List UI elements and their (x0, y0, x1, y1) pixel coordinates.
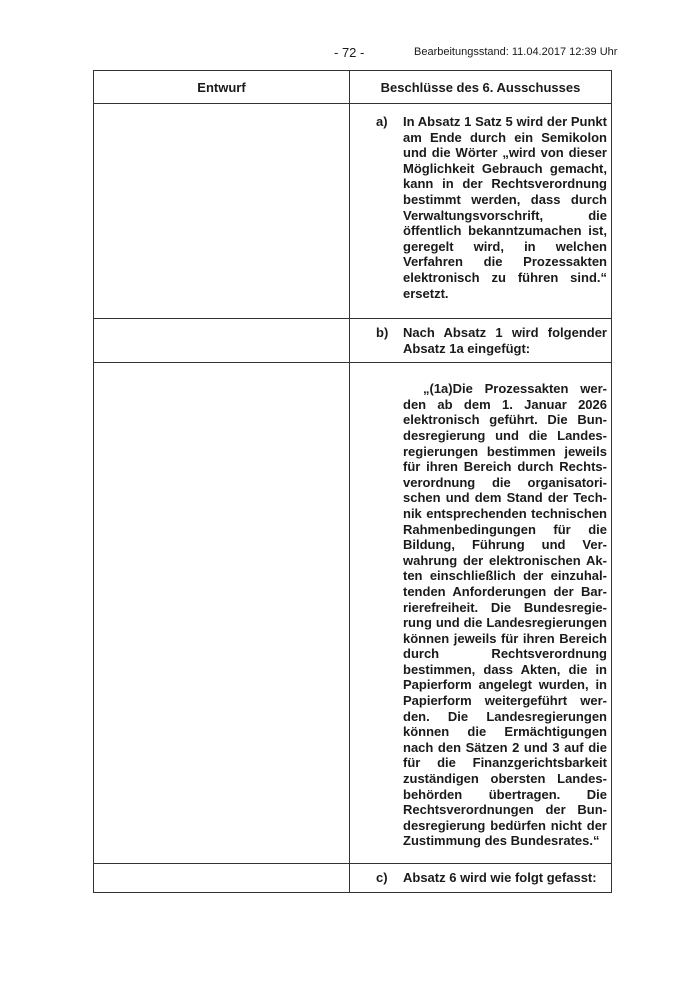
table-header-row (94, 71, 612, 104)
inserted-paragraph-text: „(1a)Die Prozessakten werden ab dem 1. Januar 2026 elektronisch geführt. Die Bundesregierung und die Landesregierungen bestimmen jeweils für ihren Bereich durch Rechtsverordnung die organisatorischen und dem Stand der Technik entsprechenden technischen Rahmenbedingungen für die Bildung, Führung und Verwahrung der elektronischen Akten einschließlich der einzuhaltenden Anforderungen der Barrierefreiheit. Die Bundesregierung und die Landesregierungen können jeweils für ihren Bereich durch Rechtsverordnung bestimmen, dass Akten, die in Papierform angelegt wurden, in Papierform weitergeführt werden. Die Landesregierungen können die Ermächtigungen nach den Sätzen 2 und 3 auf die für die Finanzgerichtsbarkeit zuständigen obersten Landesbehörden übertragen. Die Rechtsverordnungen der Bundesregierung bedürfen nicht der Zustimmung des Bundesrates.“ (403, 381, 607, 849)
column-header-draft: Entwurf (94, 71, 350, 104)
resolution-cell (350, 319, 612, 363)
item-marker: c) (376, 870, 388, 885)
item-text: In Absatz 1 Satz 5 wird der Punkt am Ende durch ein Semikolon und die Wörter „wird von dieser Möglichkeit Gebrauch gemacht, kann in der Rechtsverordnung bestimmt werden, dass durch Verwaltungsvorschrift, die öffentlich bekanntzumachen ist, geregelt wird, in welchen Verfahren die Prozessakten elektronisch zu führen sind.“ ersetzt. (403, 114, 607, 301)
item-text: Nach Absatz 1 wird folgender Absatz 1a eingefügt: (403, 325, 607, 356)
draft-cell-empty (94, 319, 350, 363)
resolution-cell (350, 363, 612, 864)
comparison-table (93, 70, 612, 893)
editing-status: Bearbeitungsstand: 11.04.2017 12:39 Uhr (414, 46, 618, 58)
draft-cell-empty (94, 363, 350, 864)
table-row (94, 864, 612, 893)
item-marker: b) (376, 325, 389, 340)
column-header-resolutions: Beschlüsse des 6. Ausschusses (350, 71, 612, 104)
resolution-cell (350, 864, 612, 893)
item-marker: a) (376, 114, 388, 129)
table-row (94, 363, 612, 864)
draft-cell-empty (94, 104, 350, 319)
item-text: Absatz 6 wird wie folgt gefasst: (403, 870, 597, 885)
page-number: - 72 - (334, 45, 365, 60)
table-row (94, 104, 612, 319)
table-row (94, 319, 612, 363)
resolution-cell (350, 104, 612, 319)
draft-cell-empty (94, 864, 350, 893)
